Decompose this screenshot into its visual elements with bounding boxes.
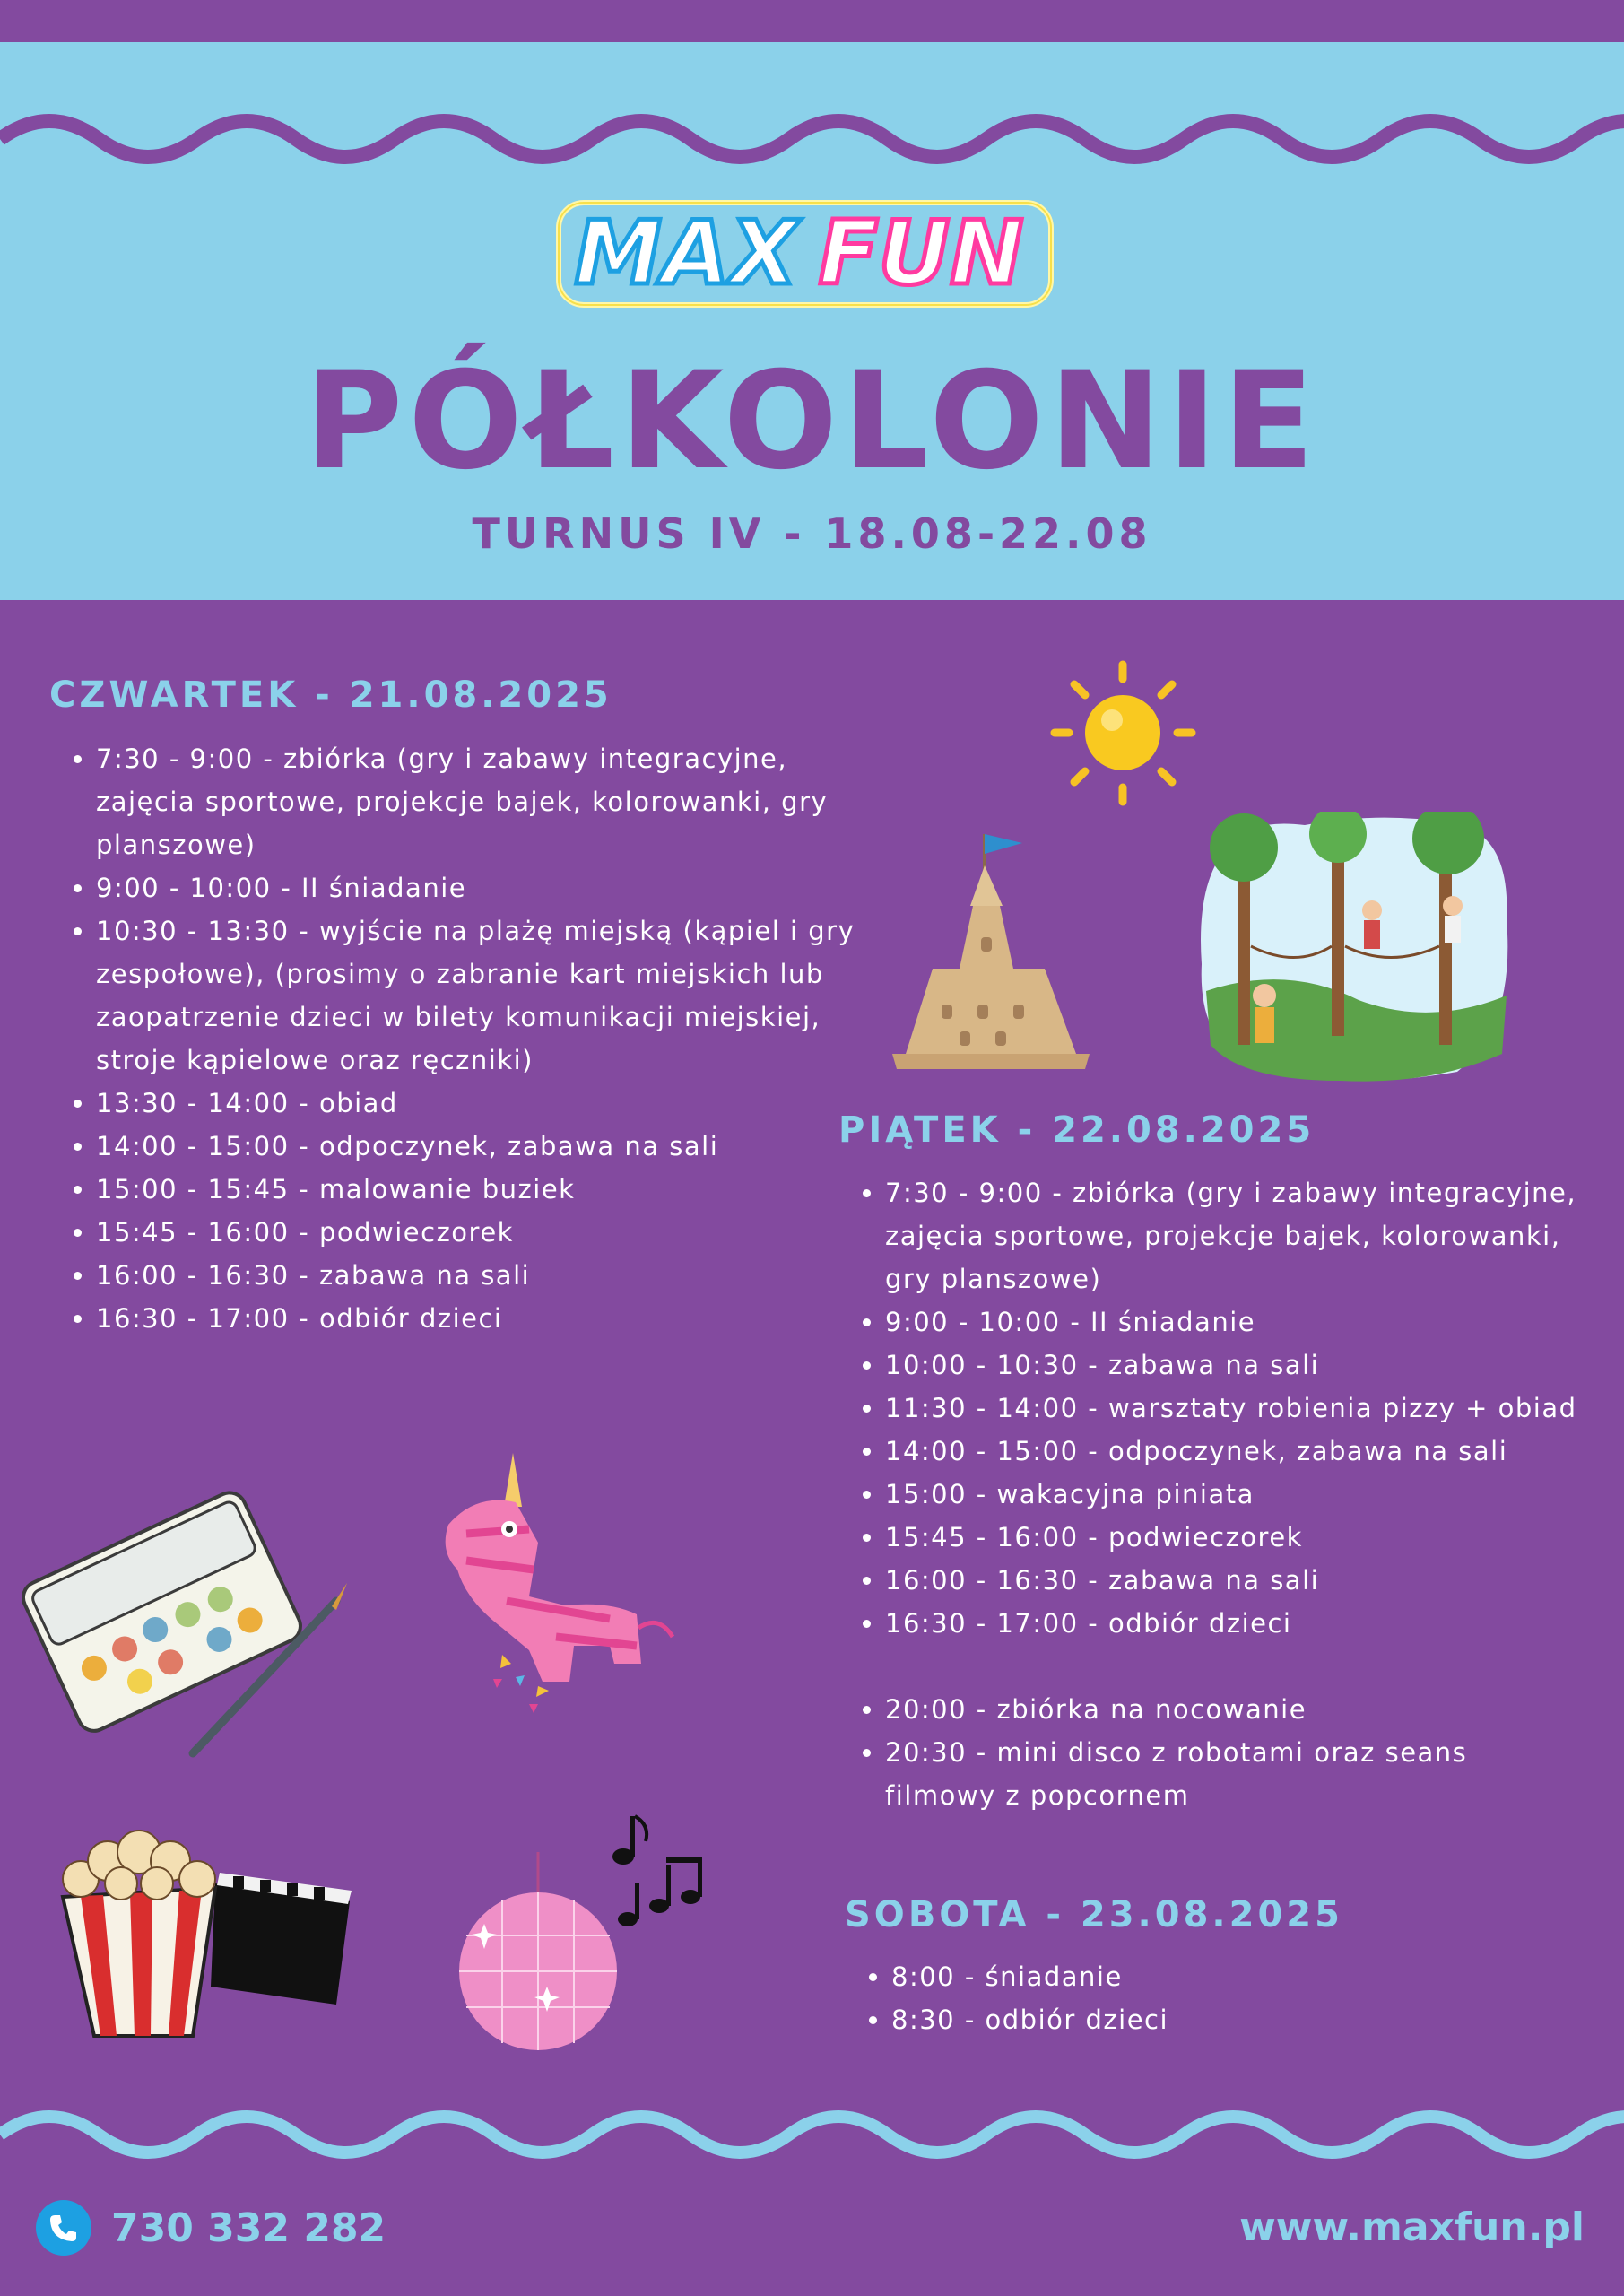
- website-link[interactable]: www.maxfun.pl: [1239, 2205, 1585, 2250]
- list-item: • 11:30 - 14:00 - warsztaty robienia pizzy + obiad: [885, 1387, 1585, 1430]
- sun-icon: [1049, 659, 1197, 807]
- list-item: • 16:00 - 16:30 - zabawa na sali: [885, 1559, 1585, 1602]
- max-fun-logo: [551, 196, 1058, 312]
- logo-word-fun: FUN: [818, 203, 1024, 305]
- thursday-schedule: [49, 737, 867, 1340]
- list-item: • 15:00 - 15:45 - malowanie buziek: [96, 1168, 867, 1211]
- list-item: • 15:00 - wakacyjna piniata: [885, 1473, 1585, 1516]
- list-item: • 15:45 - 16:00 - podwieczorek: [96, 1211, 867, 1254]
- unicorn-pinata-icon: [430, 1444, 690, 1731]
- list-item: • 7:30 - 9:00 - zbiórka (gry i zabawy integracyjne, zajęcia sportowe, projekcje bajek, kolorowanki, gry planszowe): [885, 1171, 1585, 1300]
- sand-castle-icon: [888, 825, 1094, 1072]
- phone-icon: [36, 2200, 91, 2256]
- list-item: • 16:30 - 17:00 - odbiór dzieci: [96, 1297, 867, 1340]
- phone-number: 730 332 282: [111, 2205, 386, 2251]
- top-wave-decoration: [0, 99, 1624, 179]
- logo-word-max: MAX: [574, 203, 798, 305]
- page-title: PÓŁKOLONIE: [304, 344, 1320, 500]
- list-item: • 14:00 - 15:00 - odpoczynek, zabawa na sali: [96, 1125, 867, 1168]
- list-item: • 10:30 - 13:30 - wyjście na plażę miejską (kąpiel i gry zespołowe), (prosimy o zabranie kart miejskich lub zaopatrzenie dzieci w bilety komunikacji miejskiej, stroje kąpielowe oraz ręczniki): [96, 909, 867, 1082]
- list-item: • 14:00 - 15:00 - odpoczynek, zabawa na sali: [885, 1430, 1585, 1473]
- list-item: • 8:00 - śniadanie: [891, 1955, 1519, 1998]
- popcorn-movie-icon: [54, 1812, 359, 2040]
- paint-palette-icon: [22, 1475, 350, 1762]
- friday-heading: PIĄTEK - 22.08.2025: [838, 1109, 1316, 1151]
- list-item: • 10:00 - 10:30 - zabawa na sali: [885, 1344, 1585, 1387]
- list-item: • 16:00 - 16:30 - zabawa na sali: [96, 1254, 867, 1297]
- list-item: • 16:30 - 17:00 - odbiór dzieci: [885, 1602, 1585, 1645]
- saturday-heading: SOBOTA - 23.08.2025: [845, 1894, 1343, 1935]
- friday-schedule: [838, 1171, 1585, 1817]
- phone-contact[interactable]: [36, 2197, 386, 2258]
- rope-park-icon: [1197, 812, 1515, 1085]
- list-item: • 20:00 - zbiórka na nocowanie: [885, 1688, 1585, 1731]
- list-item: • 20:30 - mini disco z robotami oraz seans filmowy z popcornem: [885, 1731, 1585, 1817]
- list-item: • 13:30 - 14:00 - obiad: [96, 1082, 867, 1125]
- list-item: • 7:30 - 9:00 - zbiórka (gry i zabawy integracyjne, zajęcia sportowe, projekcje bajek, kolorowanki, gry planszowe): [96, 737, 867, 866]
- saturday-schedule: [845, 1955, 1519, 2041]
- list-item: • 15:45 - 16:00 - podwieczorek: [885, 1516, 1585, 1559]
- list-item: • 8:30 - odbiór dzieci: [891, 1998, 1519, 2041]
- thursday-heading: CZWARTEK - 21.08.2025: [49, 674, 612, 716]
- page-subtitle: TURNUS IV - 18.08-22.08: [472, 509, 1152, 558]
- bottom-wave-decoration: [0, 2094, 1624, 2175]
- disco-ball-icon: [448, 1807, 717, 2058]
- list-item: • 9:00 - 10:00 - II śniadanie: [885, 1300, 1585, 1344]
- list-item: • 9:00 - 10:00 - II śniadanie: [96, 866, 867, 909]
